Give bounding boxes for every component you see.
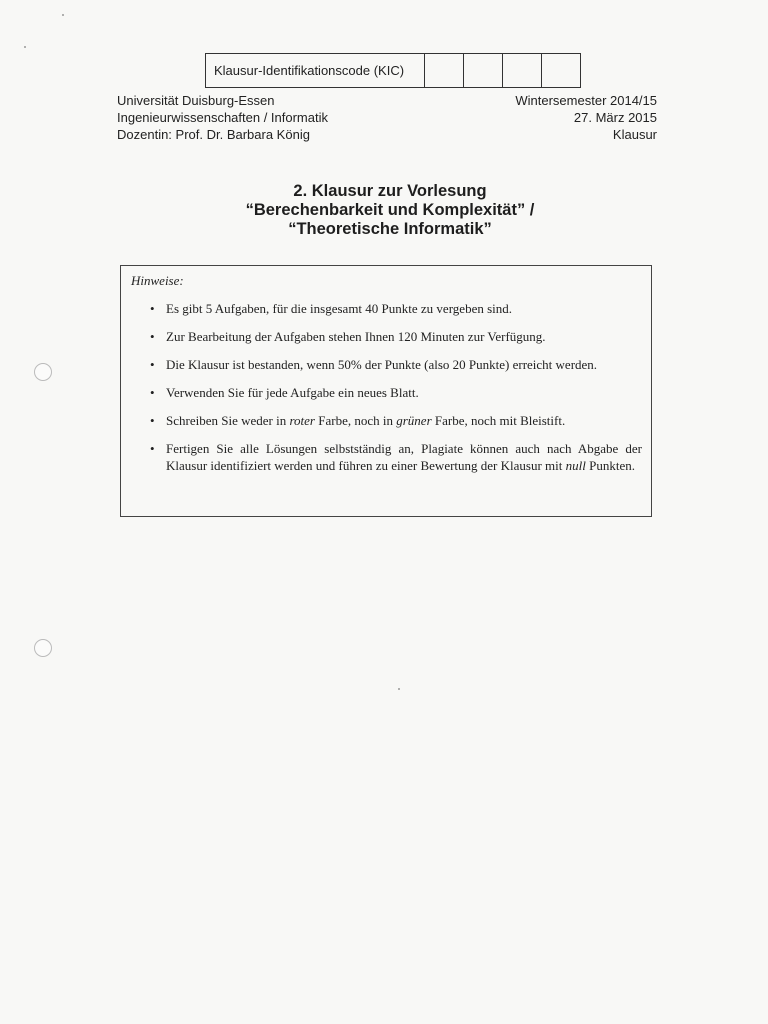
list-item <box>150 412 642 429</box>
university-name: Universität Duisburg-Essen <box>117 93 275 108</box>
note-text: Die Klausur ist bestanden, wenn 50% der Punkte (also 20 Punkte) erreicht werden. <box>166 357 598 372</box>
faculty-name: Ingenieurwissenschaften / Informatik <box>117 110 328 125</box>
kic-cell <box>542 54 580 87</box>
lecturer-name: Dozentin: Prof. Dr. Barbara König <box>117 127 310 142</box>
list-item <box>150 384 642 401</box>
kic-field <box>205 53 581 88</box>
note-text-part: Punkten. <box>585 458 635 473</box>
exam-type: Klausur <box>612 127 657 142</box>
title-line-1: 2. Klausur zur Vorlesung <box>293 182 487 200</box>
semester: Wintersemester 2014/15 <box>515 93 657 108</box>
emphasis-roter: roter <box>289 413 315 428</box>
paper-speck <box>24 46 26 48</box>
list-item <box>150 356 642 373</box>
note-text: Es gibt 5 Aufgaben, für die insgesamt 40 Punkte zu vergeben sind. <box>166 301 513 316</box>
kic-cell <box>464 54 503 87</box>
header-right <box>515 92 657 143</box>
bullet-icon: • <box>150 301 155 316</box>
note-text-part: Farbe, noch mit Bleistift. <box>431 413 566 428</box>
title-line-3: “Theoretische Informatik” <box>288 220 492 238</box>
note-text-part: Farbe, noch in <box>315 413 397 428</box>
kic-cell <box>425 54 464 87</box>
emphasis-gruener: grüner <box>396 413 432 428</box>
notes-list <box>150 300 642 485</box>
bullet-icon: • <box>150 357 155 372</box>
note-text: Zur Bearbeitung der Aufgaben stehen Ihnen 120 Minuten zur Verfügung. <box>166 329 546 344</box>
title-line-2: “Berechenbarkeit und Komplexität” / <box>245 201 535 219</box>
note-text: Verwenden Sie für jede Aufgabe ein neues Blatt. <box>166 385 419 400</box>
header-left <box>117 92 328 143</box>
notes-box <box>120 265 652 517</box>
emphasis-null: null <box>565 458 586 473</box>
exam-date: 27. März 2015 <box>573 110 657 125</box>
punch-hole-icon <box>34 639 52 657</box>
bullet-icon: • <box>150 385 155 400</box>
kic-cell <box>503 54 542 87</box>
bullet-icon: • <box>150 329 155 344</box>
paper-speck <box>62 14 64 16</box>
list-item <box>150 300 642 317</box>
list-item <box>150 440 642 474</box>
paper-speck <box>398 688 400 690</box>
note-text-part: Fertigen Sie alle Lösungen selbstständig an, Plagiate können auch nach Abgabe der Klausur identifiziert werden und führen zu einer Bewertung der Klausur mit <box>166 441 642 473</box>
list-item <box>150 328 642 345</box>
exam-title <box>150 182 630 239</box>
note-text-part: Schreiben Sie weder in <box>166 413 290 428</box>
kic-label: Klausur-Identifikationscode (KIC) <box>206 54 425 87</box>
bullet-icon: • <box>150 413 155 428</box>
notes-heading: Hinweise: <box>131 273 184 288</box>
bullet-icon: • <box>150 441 155 456</box>
punch-hole-icon <box>34 363 52 381</box>
